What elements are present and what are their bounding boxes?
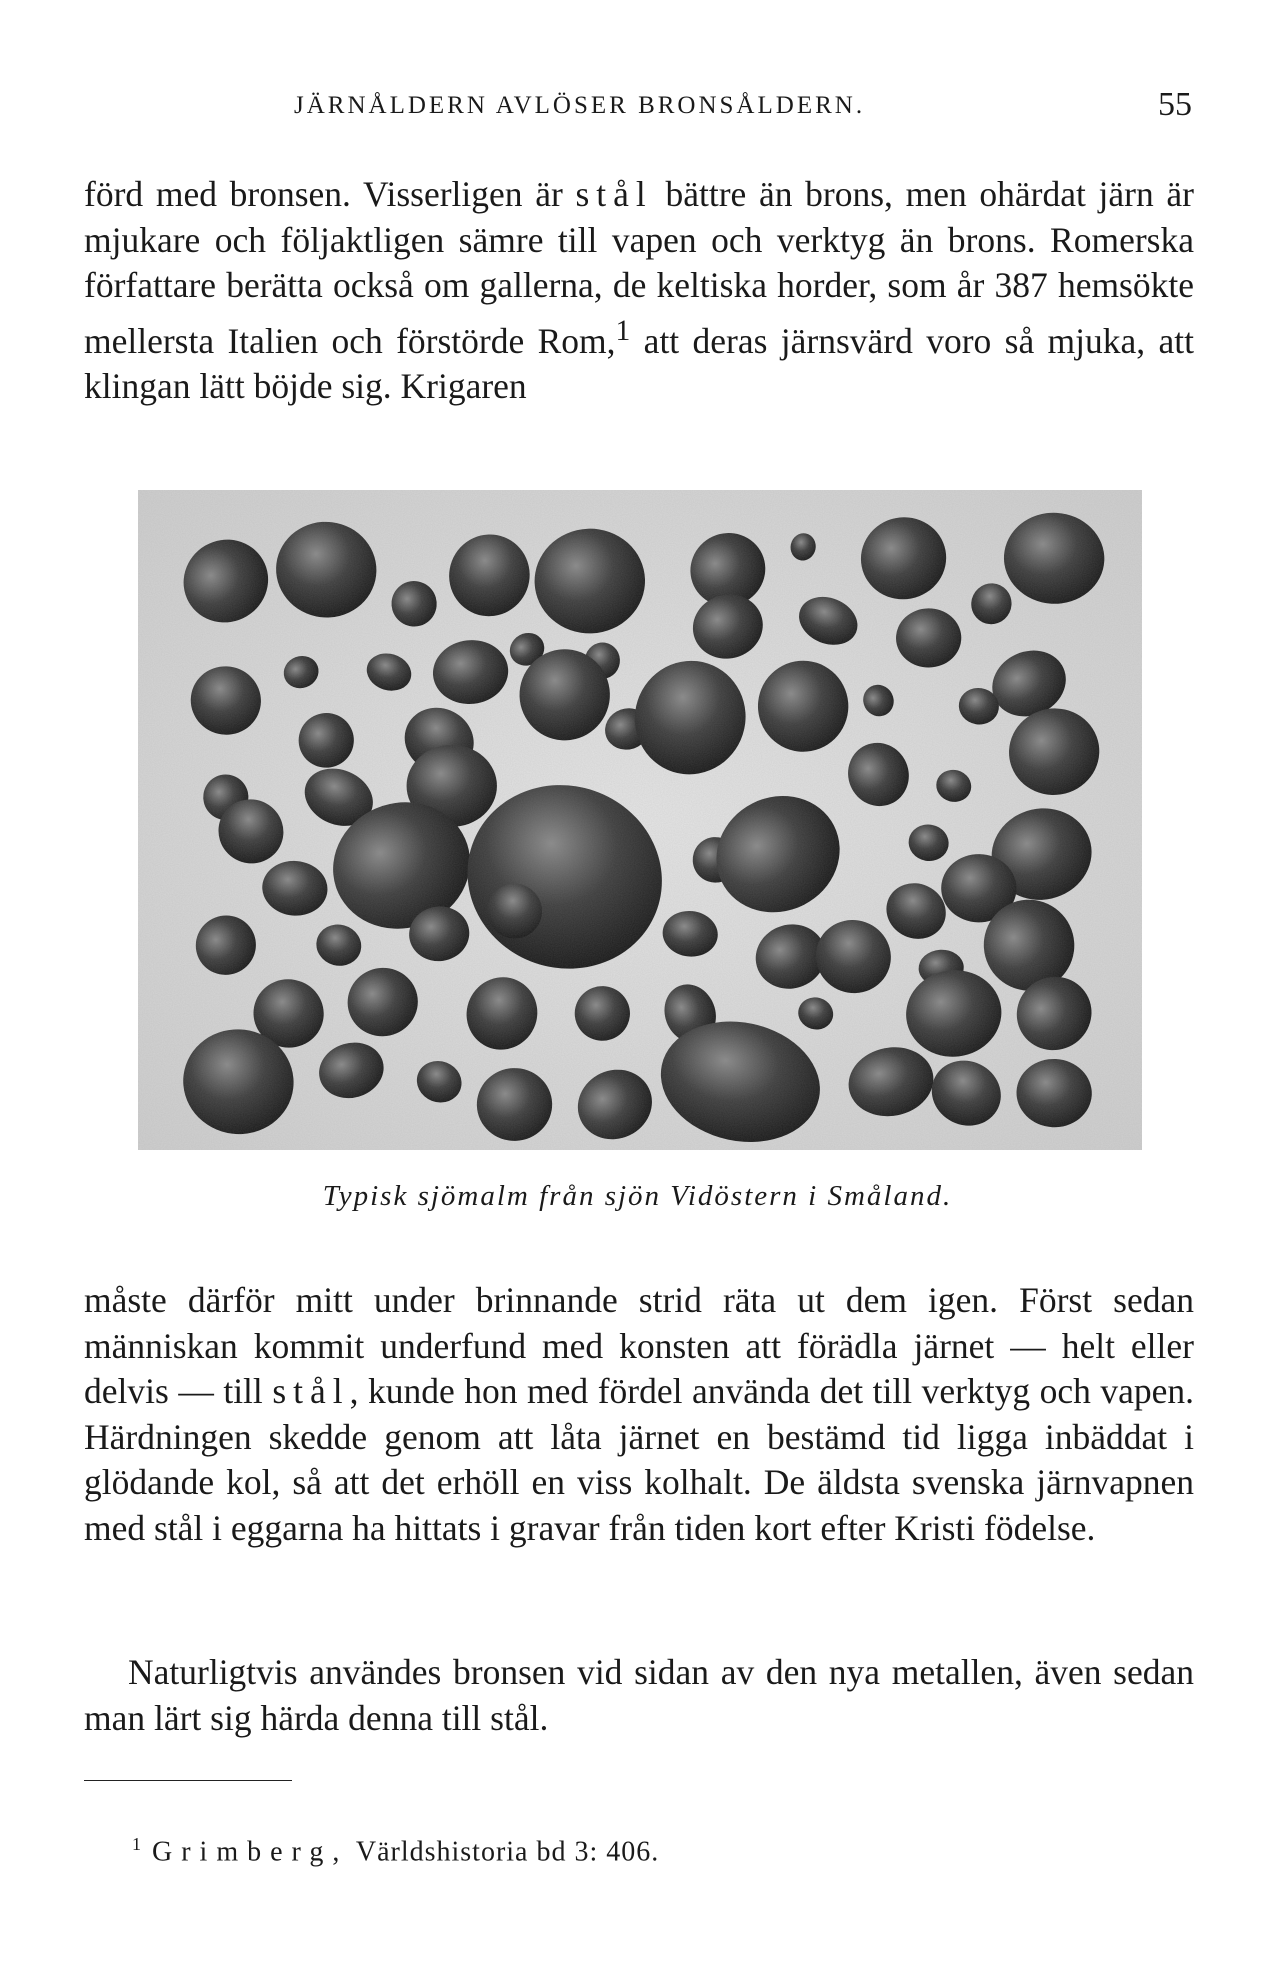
- footnote-text: Världshistoria bd 3: 406.: [348, 1836, 660, 1868]
- running-header: [82, 86, 1192, 132]
- running-title: JÄRNÅLDERN AVLÖSER BRONSÅLDERN.: [294, 92, 866, 119]
- paragraph-2-text-b: , kunde hon med fördel använda det till verktyg och vapen. Härdningen skedde genom att låta järnet en bestämd tid ligga inbäddat i glödande kol, så att det erhöll en viss kolhalt. De äldsta svenska järnvapnen med stål i eggarna ha hittats i gravar från tiden kort efter Kristi födelse.: [84, 1371, 1194, 1548]
- figure-caption: Typisk sjömalm från sjön Vidöstern i Småland.: [322, 1180, 953, 1212]
- footnote-author: Grimberg,: [152, 1836, 349, 1868]
- paragraph-1-text-c: att deras järnsvärd voro så mjuka, att klingan lätt böjde sig. Krigaren: [84, 320, 1195, 406]
- paragraph-1: [84, 172, 1194, 409]
- paragraph-2-text-a: måste därför mitt under brinnande strid räta ut dem igen. Först sedan människan kommit underfund med konsten att förädla järnet — helt eller delvis — till: [84, 1280, 1194, 1411]
- ore-photograph: [138, 490, 1142, 1150]
- photo-grain: [138, 490, 1142, 1150]
- spaced-emphasis: stål: [575, 174, 653, 214]
- photo-canvas: [138, 490, 1142, 1150]
- paragraph-1-text-a: förd med bronsen. Visserligen är: [84, 174, 576, 214]
- footnote-reference: 1: [615, 314, 631, 347]
- spaced-emphasis: stål: [272, 1371, 350, 1411]
- paragraph-2: [84, 1278, 1194, 1551]
- page-number: 55: [1158, 86, 1192, 123]
- footnote: [132, 1834, 659, 1868]
- paragraph-3: Naturligtvis användes bronsen vid sidan av den nya metallen, även sedan man lärt sig härda denna till stål.: [84, 1652, 1194, 1738]
- footnote-divider: [84, 1780, 292, 1781]
- paragraph-1-text-b: bättre än brons, men ohärdat järn är mjukare och följaktligen sämre till vapen och verktyg än brons. Romerska författare berätta också om gallerna, de keltiska horder, som år 387 hemsökte mellersta Italien och förstörde Rom,: [84, 174, 1195, 361]
- footnote-mark: 1: [132, 1834, 142, 1854]
